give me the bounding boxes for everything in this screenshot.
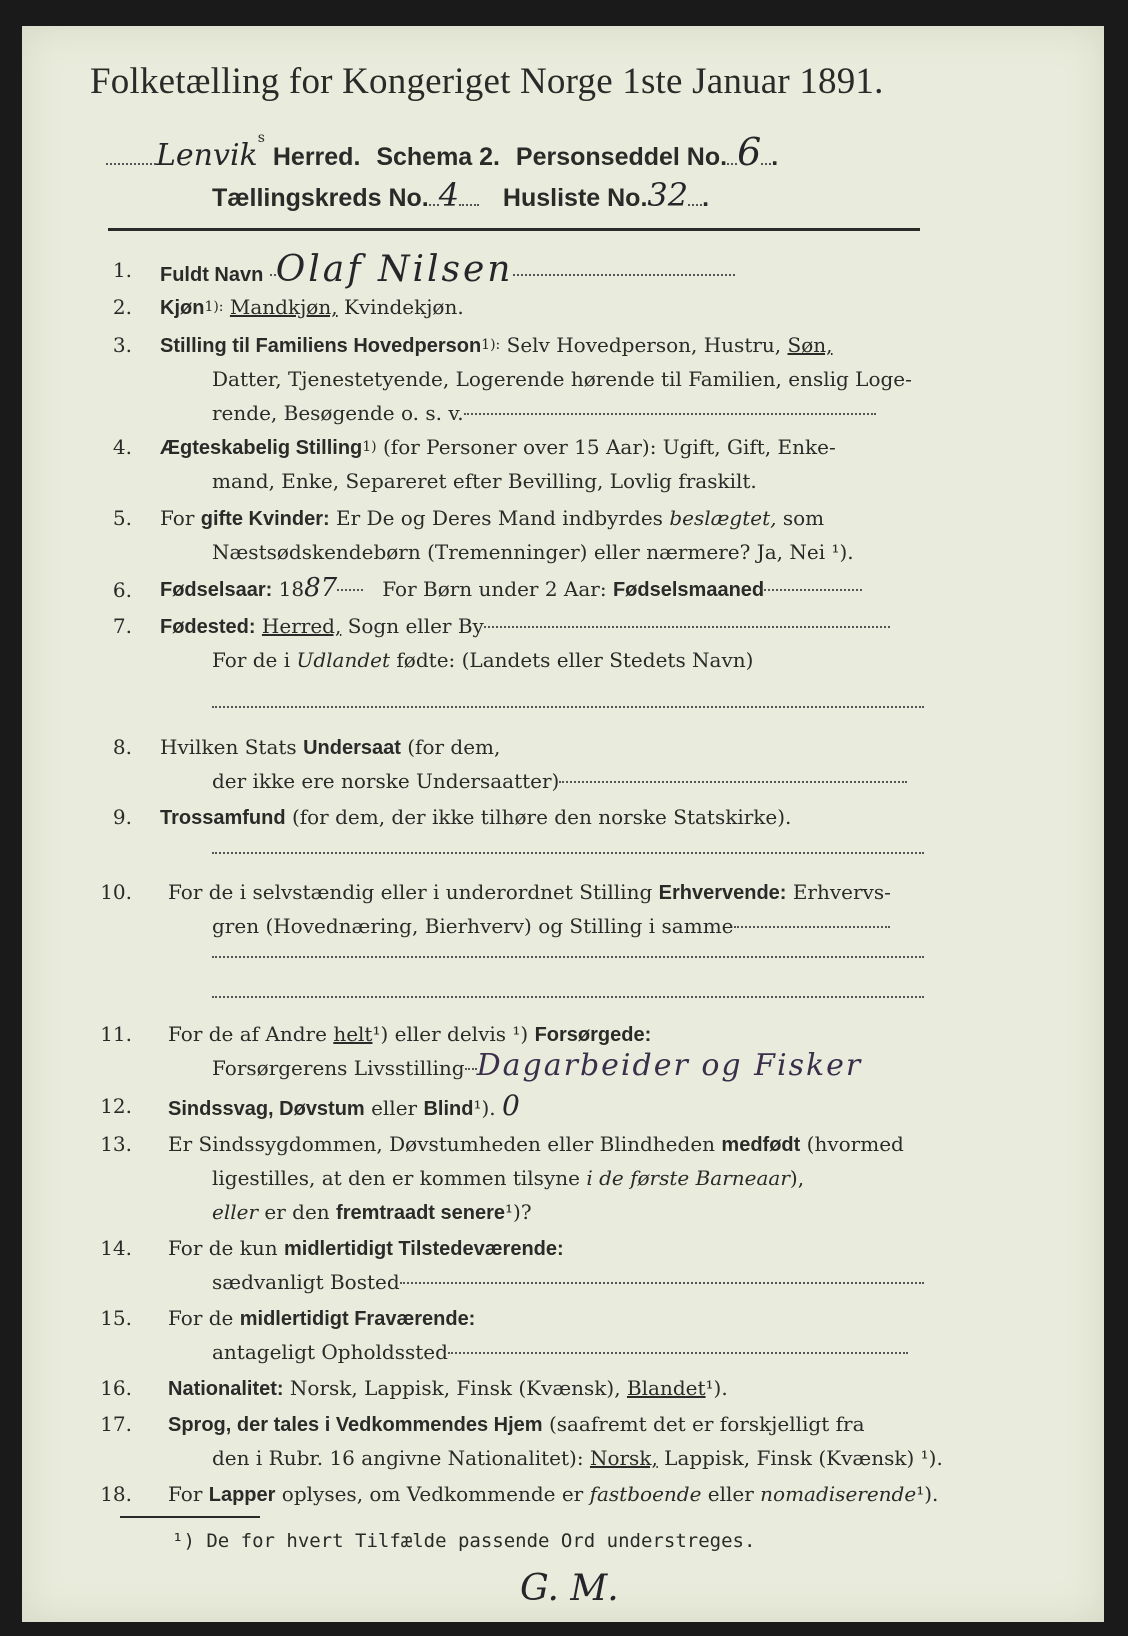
- text: fødte: (Landets eller Stedets Navn): [396, 648, 754, 672]
- text: Er De og Deres Mand indbyrdes: [336, 506, 663, 530]
- text: beslægtet,: [669, 506, 777, 530]
- item-7-line-2: [212, 646, 753, 674]
- text: ligestilles, at den er kommen tilsyne: [212, 1166, 580, 1190]
- signature: G. M.: [520, 1568, 619, 1609]
- item-13-line-3: [212, 1198, 532, 1227]
- item-number: 17.: [100, 1412, 132, 1436]
- text: For: [160, 506, 195, 530]
- text: (for dem, der ikke tilhøre den norske Statskirke).: [291, 805, 792, 829]
- temporary-absent-label: midlertidigt Fraværende:: [239, 1308, 476, 1330]
- personseddel-label: Personseddel No.: [515, 143, 728, 171]
- item-3-line-3: [212, 399, 876, 427]
- footnote-marker: ¹).: [916, 1482, 939, 1506]
- header-rule: [108, 228, 920, 231]
- period: .: [702, 184, 710, 212]
- header-line-2: [212, 176, 709, 214]
- family-options-cont: rende, Besøgende o. s. v.: [212, 401, 464, 425]
- year-prefix: 18: [278, 577, 305, 601]
- text: gren (Hovednæring, Bierhverv) og Stilling i samme: [212, 914, 734, 938]
- item-number: 1.: [112, 258, 132, 282]
- birth-year-label: Fødselsaar:: [160, 579, 273, 601]
- herred-label: Herred.: [272, 143, 361, 171]
- period: .: [771, 143, 779, 171]
- text: som: [782, 506, 825, 530]
- dotted-fill: [761, 162, 771, 165]
- item-number: 11.: [100, 1022, 132, 1046]
- kreds-value: 4: [438, 176, 460, 214]
- item-number: 10.: [100, 880, 132, 904]
- text: For de i: [212, 648, 291, 672]
- text: For de af Andre: [168, 1022, 327, 1046]
- full-name-value: Olaf Nilsen: [275, 249, 514, 290]
- footnote-marker: 1):: [481, 337, 501, 353]
- footnote-rule: [120, 1516, 260, 1518]
- item-11-line-2: [212, 1048, 863, 1083]
- dotted-fill: [448, 1352, 908, 1354]
- item-7-birthplace: [160, 612, 890, 641]
- dotted-fill: [734, 926, 890, 928]
- dotted-fill: [212, 852, 924, 854]
- dotted-fill: [400, 1282, 924, 1284]
- text: Lappisk, Finsk (Kvænsk) ¹).: [664, 1446, 943, 1470]
- item-14-temporary-present: [168, 1234, 564, 1263]
- item-number: 9.: [112, 805, 132, 829]
- birth-year-value: 87: [304, 573, 338, 603]
- gender-label: Kjøn: [160, 297, 205, 319]
- dotted-fill: [513, 274, 735, 276]
- herred-suffix: s: [257, 130, 265, 146]
- text: (hvormed: [806, 1132, 904, 1156]
- text: nomadiserende: [760, 1482, 917, 1506]
- dotted-fill: [459, 203, 479, 206]
- text: ),: [789, 1166, 805, 1190]
- text: eller: [212, 1200, 259, 1224]
- congenital-label: medfødt: [721, 1134, 801, 1156]
- dotted-fill: [337, 589, 363, 591]
- dotted-fill: [212, 996, 924, 998]
- text: i de første Barneaar: [586, 1166, 790, 1190]
- item-13-line-2: [212, 1164, 804, 1192]
- item-10-line-2: [212, 912, 890, 940]
- item-3-line-2: Datter, Tjenestetyende, Logerende hørende til Familien, enslig Loge-: [212, 367, 912, 391]
- dotted-fill: [106, 162, 156, 165]
- dotted-fill: [484, 626, 890, 628]
- item-number: 18.: [100, 1482, 132, 1506]
- herred-value: Lenvik: [156, 138, 258, 173]
- husliste-value: 32: [647, 176, 689, 214]
- family-options: Selv Hovedperson, Hustru,: [506, 333, 782, 357]
- footnote-marker: ¹).: [705, 1376, 728, 1400]
- text: Erhvervs-: [792, 880, 891, 904]
- dotted-fill: [764, 589, 862, 591]
- dotted-fill: [465, 1068, 477, 1070]
- item-number: 12.: [100, 1094, 132, 1118]
- item-8-line-2: [212, 767, 907, 795]
- text: Udlandet: [296, 648, 391, 672]
- text: eller: [371, 1096, 418, 1120]
- disability-label: Sindssvag, Døvstum: [168, 1098, 365, 1120]
- text: For Børn under 2 Aar:: [382, 577, 607, 601]
- acquired-later-label: fremtraadt senere: [336, 1202, 505, 1224]
- dotted-fill: [464, 413, 876, 415]
- temporary-present-label: midlertidigt Tilstedeværende:: [283, 1238, 564, 1260]
- item-4-line-2: mand, Enke, Separeret efter Bevilling, Lovlig fraskilt.: [212, 469, 757, 493]
- item-18-lapps: [168, 1480, 938, 1509]
- item-10-occupation: [168, 878, 891, 907]
- item-1-full-name: [160, 249, 735, 290]
- text: For de kun: [168, 1236, 278, 1260]
- dotted-fill: [727, 162, 737, 165]
- item-16-nationality: [168, 1374, 728, 1403]
- blind-label: Blind: [423, 1098, 474, 1120]
- item-number: 6.: [112, 578, 132, 602]
- birthplace-label: Fødested:: [160, 616, 256, 638]
- text: oplyses, om Vedkommende er: [281, 1482, 584, 1506]
- item-4-marital-status: [160, 433, 836, 462]
- text: Forsørgerens Livsstilling: [212, 1056, 465, 1080]
- dotted-fill: [212, 956, 924, 958]
- occupation-label: Erhvervende:: [658, 882, 787, 904]
- item-15-line-2: [212, 1338, 908, 1366]
- married-women-label: gifte Kvinder:: [200, 508, 330, 530]
- provider-occupation-value: Dagarbeider og Fisker: [476, 1048, 863, 1083]
- item-8-subject: [160, 733, 500, 762]
- marital-options: (for Personer over 15 Aar): Ugift, Gift, Enke-: [383, 435, 836, 459]
- text: fastboende: [589, 1482, 702, 1506]
- text: Er Sindssygdommen, Døvstumheden eller Blindheden: [168, 1132, 716, 1156]
- item-number: 3.: [112, 333, 132, 357]
- lapps-label: Lapper: [208, 1484, 276, 1506]
- text: antageligt Opholdssted: [212, 1340, 448, 1364]
- family-option-son: Søn,: [787, 333, 833, 357]
- item-number: 7.: [112, 614, 132, 638]
- item-number: 2.: [112, 295, 132, 319]
- kreds-label: Tællingskreds No.: [212, 184, 429, 212]
- item-17-line-2: [212, 1444, 943, 1472]
- item-5-line-2: Næstsødskendebørn (Tremenninger) eller nærmere? Ja, Nei ¹).: [212, 540, 854, 564]
- footnote-marker: ¹).: [473, 1096, 496, 1120]
- birth-month-label: Fødselsmaaned: [612, 579, 765, 601]
- personseddel-value: 6: [737, 130, 762, 174]
- husliste-label: Husliste No.: [502, 184, 648, 212]
- form-title: Folketælling for Kongeriget Norge 1ste Januar 1891.: [90, 61, 884, 102]
- item-12-disability: [168, 1089, 520, 1123]
- item-number: 4.: [112, 435, 132, 459]
- marital-status-label: Ægteskabelig Stilling: [160, 437, 363, 459]
- dotted-fill: [688, 203, 702, 206]
- item-15-temporary-absent: [168, 1304, 475, 1333]
- subject-label: Undersaat: [303, 737, 401, 759]
- full-name-label: Fuldt Navn: [160, 264, 264, 286]
- birthplace-option-herred: Herred,: [261, 614, 342, 638]
- item-17-language: [168, 1410, 865, 1439]
- dotted-fill: [429, 203, 439, 206]
- text: Sogn eller By: [347, 614, 484, 638]
- text: For: [168, 1482, 203, 1506]
- disability-value: 0: [502, 1089, 520, 1122]
- supported-label: Forsørgede:: [534, 1024, 652, 1046]
- header-line-1: [106, 130, 778, 174]
- text: For de i selvstændig eller i underordnet Stilling: [168, 880, 653, 904]
- item-number: 15.: [100, 1306, 132, 1330]
- text: eller: [707, 1482, 754, 1506]
- item-number: 16.: [100, 1376, 132, 1400]
- family-position-label: Stilling til Familiens Hovedperson: [160, 335, 482, 357]
- text: der ikke ere norske Undersaatter): [212, 769, 560, 793]
- language-label: Sprog, der tales i Vedkommendes Hjem: [168, 1414, 543, 1436]
- item-number: 8.: [112, 735, 132, 759]
- schema-label: Schema 2.: [376, 143, 500, 171]
- nationality-label: Nationalitet:: [168, 1378, 284, 1400]
- item-number: 5.: [112, 506, 132, 530]
- item-2-gender: [160, 293, 464, 322]
- text: ¹) eller delvis ¹): [372, 1022, 529, 1046]
- text: sædvanligt Bosted: [212, 1270, 400, 1294]
- footnote-marker: 1): [362, 439, 377, 455]
- language-option-norsk: Norsk,: [589, 1446, 658, 1470]
- item-5-married-women: [160, 504, 824, 533]
- item-6-birth-year: [160, 574, 862, 604]
- item-3-family-position: [160, 331, 833, 360]
- footnote-marker: 1):: [204, 299, 224, 315]
- text: den i Rubr. 16 angivne Nationalitet):: [212, 1446, 584, 1470]
- item-14-line-2: [212, 1268, 924, 1296]
- item-number: 14.: [100, 1236, 132, 1260]
- item-13-congenital: [168, 1130, 904, 1159]
- text: ¹)?: [505, 1200, 532, 1224]
- supported-option-helt: helt: [333, 1022, 373, 1046]
- text: For de: [168, 1306, 234, 1330]
- text: er den: [264, 1200, 330, 1224]
- dotted-fill: [559, 781, 907, 783]
- item-9-religion: [160, 803, 791, 832]
- gender-option-male: Mandkjøn,: [229, 295, 338, 319]
- text: (saafremt det er forskjelligt fra: [548, 1412, 865, 1436]
- dotted-fill: [212, 706, 924, 708]
- text: (for dem,: [407, 735, 501, 759]
- item-11-supported: [168, 1020, 651, 1049]
- item-number: 13.: [100, 1132, 132, 1156]
- text: Hvilken Stats: [160, 735, 297, 759]
- nationality-option-blandet: Blandet: [626, 1376, 706, 1400]
- footnote: ¹) De for hvert Tilfælde passende Ord understreges.: [172, 1530, 756, 1552]
- religion-label: Trossamfund: [160, 807, 286, 829]
- text: Norsk, Lappisk, Finsk (Kvænsk),: [289, 1376, 621, 1400]
- gender-option-female: Kvindekjøn.: [343, 295, 464, 319]
